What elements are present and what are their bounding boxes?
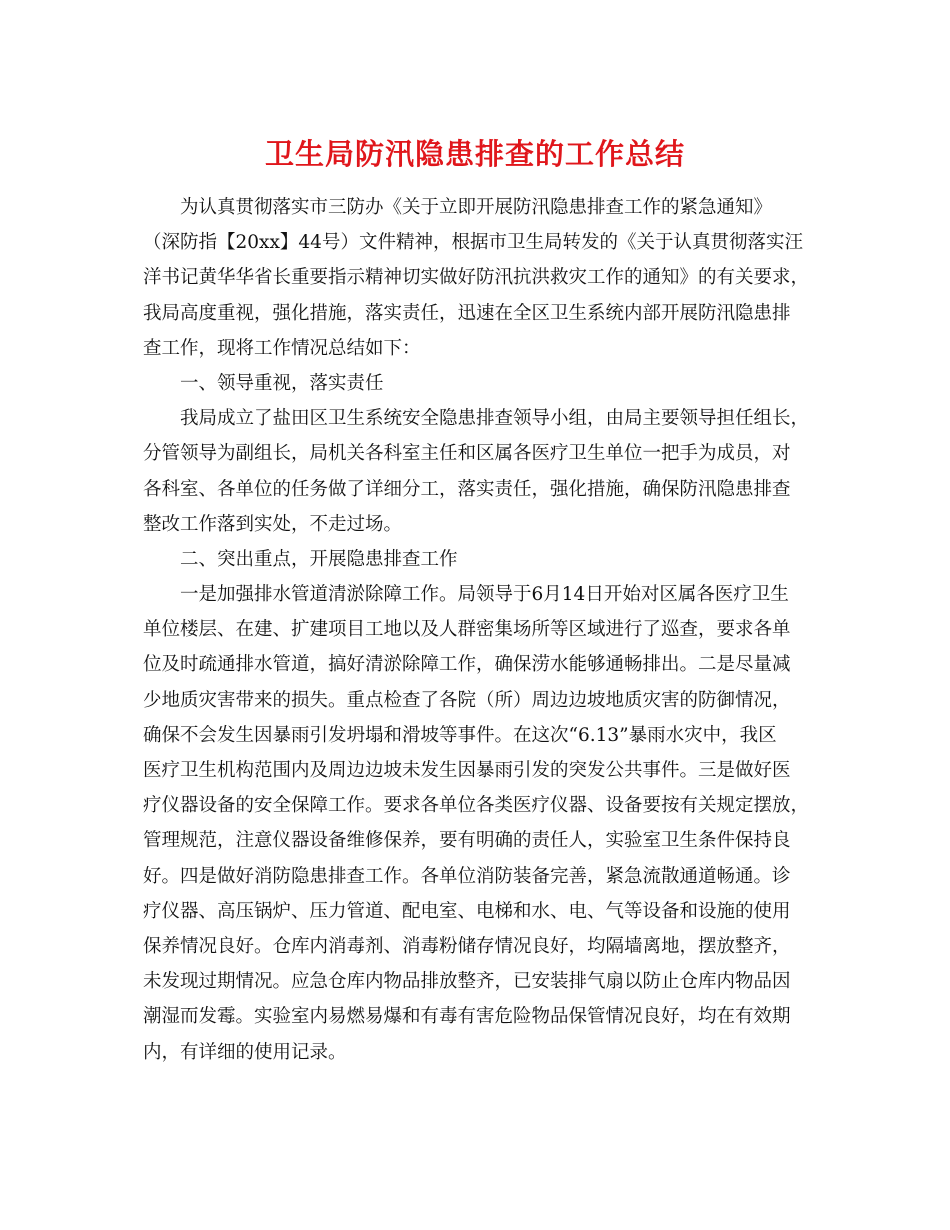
paragraph-line: 单位楼层、在建、扩建项目工地以及人群密集场所等区域进行了巡查，要求各单	[143, 619, 791, 641]
paragraph-line: 保养情况良好。仓库内消毒剂、消毒粉储存情况良好，均隔墙离地，摆放整齐，	[143, 935, 791, 957]
paragraph-line: 各科室、各单位的任务做了详细分工，落实责任，强化措施，确保防汛隐患排查	[143, 478, 791, 500]
paragraph-line: 一是加强排水管道清淤除障工作。局领导于6月14日开始对区属各医疗卫生	[180, 584, 789, 606]
paragraph-line: 查工作，现将工作情况总结如下：	[143, 337, 421, 359]
paragraph-line: 确保不会发生因暴雨引发坍塌和滑坡等事件。在这次“6.13”暴雨水灾中，我区	[143, 724, 777, 746]
paragraph-line: 少地质灾害带来的损失。重点检查了各院（所）周边边坡地质灾害的防御情况，	[143, 689, 791, 711]
paragraph-line: 我局成立了盐田区卫生系统安全隐患排查领导小组，由局主要领导担任组长，	[180, 408, 810, 430]
paragraph-line: （深防指【20xx】44号）文件精神，根据市卫生局转发的《关于认真贯彻落实汪	[143, 232, 803, 254]
paragraph-line: 为认真贯彻落实市三防办《关于立即开展防汛隐患排查工作的紧急通知》	[180, 197, 773, 218]
paragraph-line: 分管领导为副组长，局机关各科室主任和区属各医疗卫生单位一把手为成员，对	[143, 443, 791, 465]
paragraph-line: 疗仪器设备的安全保障工作。要求各单位各类医疗仪器、设备要按有关规定摆放，	[143, 795, 810, 817]
paragraph-line: 整改工作落到实处，不走过场。	[143, 513, 403, 535]
paragraph-line: 洋书记黄华华省长重要指示精神切实做好防汛抗洪救灾工作的通知》的有关要求，	[143, 267, 810, 289]
document-body	[143, 176, 809, 1070]
paragraph-line: 好。四是做好消防隐患排查工作。各单位消防装备完善，紧急流散通道畅通。诊	[143, 865, 791, 887]
document-title: 卫生局防汛隐患排查的工作总结	[264, 137, 685, 171]
paragraph-line: 疗仪器、高压锅炉、压力管道、配电室、电梯和水、电、气等设备和设施的使用	[143, 900, 791, 922]
paragraph-line: 管理规范，注意仪器设备维修保养，要有明确的责任人，实验室卫生条件保持良	[143, 830, 791, 852]
paragraph-line: 医疗卫生机构范围内及周边边坡未发生因暴雨引发的突发公共事件。三是做好医	[143, 760, 791, 781]
paragraph-line: 位及时疏通排水管道，搞好清淤除障工作，确保涝水能够通畅排出。二是尽量减	[143, 654, 791, 676]
section-heading-2: 二、突出重点，开展隐患排查工作	[180, 548, 458, 570]
paragraph-line: 未发现过期情况。应急仓库内物品排放整齐，已安装排气扇以防止仓库内物品因	[143, 971, 791, 993]
paragraph-line: 我局高度重视，强化措施，落实责任，迅速在全区卫生系统内部开展防汛隐患排	[143, 302, 791, 324]
section-heading-1: 一、领导重视，落实责任	[180, 372, 384, 394]
paragraph-line: 内，有详细的使用记录。	[143, 1041, 347, 1063]
paragraph-line: 潮湿而发霉。实验室内易燃易爆和有毒有害危险物品保管情况良好，均在有效期	[143, 1006, 791, 1028]
